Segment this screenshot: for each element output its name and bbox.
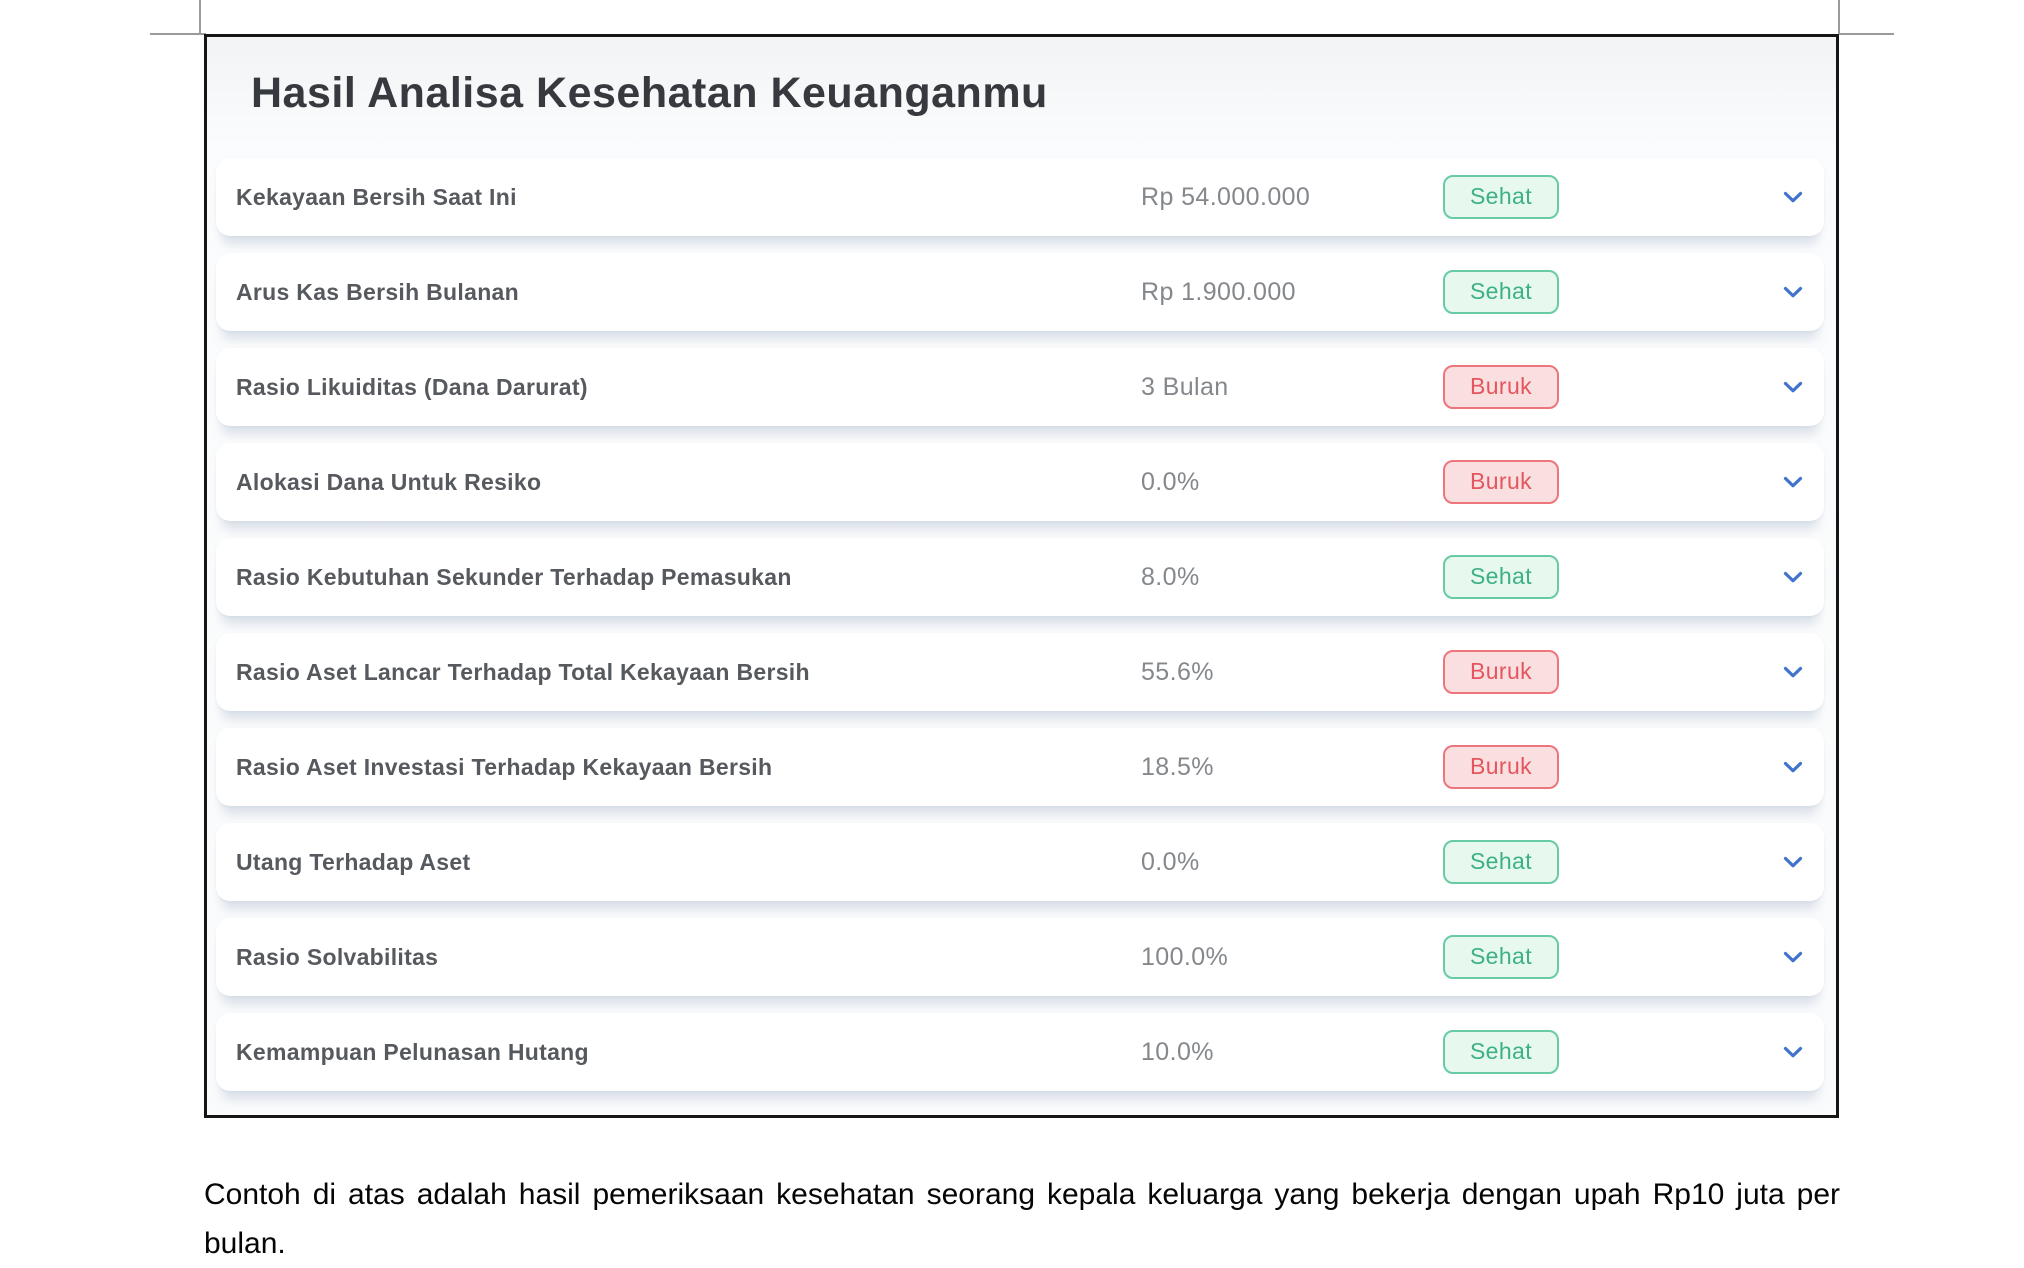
chevron-down-icon[interactable] xyxy=(1778,277,1808,307)
status-badge-cell xyxy=(1443,555,1668,599)
metric-value: 0.0% xyxy=(1141,847,1200,876)
chevron-down-icon[interactable] xyxy=(1778,372,1808,402)
metric-label: Rasio Aset Lancar Terhadap Total Kekayaan Bersih xyxy=(236,658,810,685)
metric-row[interactable] xyxy=(216,728,1824,806)
status-badge: Sehat xyxy=(1443,270,1559,314)
status-badge: Sehat xyxy=(1443,555,1559,599)
status-badge-cell xyxy=(1443,175,1668,219)
chevron-down-icon[interactable] xyxy=(1778,467,1808,497)
metric-row[interactable] xyxy=(216,823,1824,901)
status-badge: Buruk xyxy=(1443,460,1559,504)
financial-health-panel xyxy=(204,34,1839,1118)
chevron-down-icon[interactable] xyxy=(1778,752,1808,782)
status-badge-cell xyxy=(1443,1030,1668,1074)
metrics-list xyxy=(216,158,1824,1108)
grid-line-vertical-left xyxy=(199,0,201,34)
metric-label: Alokasi Dana Untuk Resiko xyxy=(236,468,542,495)
chevron-down-icon[interactable] xyxy=(1778,942,1808,972)
metric-value: 3 Bulan xyxy=(1141,372,1229,401)
grid-line-horizontal-right xyxy=(1838,33,1894,35)
status-badge: Sehat xyxy=(1443,1030,1559,1074)
status-badge: Sehat xyxy=(1443,840,1559,884)
metric-value: 8.0% xyxy=(1141,562,1200,591)
metric-row[interactable] xyxy=(216,253,1824,331)
chevron-down-icon[interactable] xyxy=(1778,847,1808,877)
chevron-down-icon[interactable] xyxy=(1778,1037,1808,1067)
metric-label: Arus Kas Bersih Bulanan xyxy=(236,278,519,305)
status-badge-cell xyxy=(1443,840,1668,884)
metric-value: 0.0% xyxy=(1141,467,1200,496)
chevron-down-icon[interactable] xyxy=(1778,657,1808,687)
status-badge: Buruk xyxy=(1443,745,1559,789)
status-badge-cell xyxy=(1443,650,1668,694)
metric-value: 100.0% xyxy=(1141,942,1229,971)
status-badge-cell xyxy=(1443,935,1668,979)
metric-value: 10.0% xyxy=(1141,1037,1214,1066)
metric-value: 18.5% xyxy=(1141,752,1214,781)
metric-row[interactable] xyxy=(216,1013,1824,1091)
chevron-down-icon[interactable] xyxy=(1778,182,1808,212)
metric-row[interactable] xyxy=(216,918,1824,996)
metric-row[interactable] xyxy=(216,538,1824,616)
metric-value: Rp 54.000.000 xyxy=(1141,182,1311,211)
metric-label: Rasio Kebutuhan Sekunder Terhadap Pemasukan xyxy=(236,563,792,590)
caption-text: Contoh di atas adalah hasil pemeriksaan kesehatan seorang kepala keluarga yang bekerja dengan upah Rp10 juta per bulan. xyxy=(204,1178,1840,1260)
metric-label: Kemampuan Pelunasan Hutang xyxy=(236,1038,589,1065)
status-badge: Sehat xyxy=(1443,935,1559,979)
metric-value: 55.6% xyxy=(1141,657,1214,686)
status-badge-cell xyxy=(1443,460,1668,504)
metric-row[interactable] xyxy=(216,348,1824,426)
status-badge: Buruk xyxy=(1443,365,1559,409)
metric-label: Utang Terhadap Aset xyxy=(236,848,471,875)
page-title: Hasil Analisa Kesehatan Keuanganmu xyxy=(251,69,1048,117)
metric-label: Kekayaan Bersih Saat Ini xyxy=(236,183,517,210)
grid-line-horizontal-left xyxy=(150,33,206,35)
status-badge-cell xyxy=(1443,365,1668,409)
status-badge: Buruk xyxy=(1443,650,1559,694)
metric-value: Rp 1.900.000 xyxy=(1141,277,1296,306)
status-badge: Sehat xyxy=(1443,175,1559,219)
status-badge-cell xyxy=(1443,745,1668,789)
grid-line-vertical-right xyxy=(1838,0,1840,34)
metric-label: Rasio Aset Investasi Terhadap Kekayaan Bersih xyxy=(236,753,773,780)
metric-label: Rasio Likuiditas (Dana Darurat) xyxy=(236,373,588,400)
metric-row[interactable] xyxy=(216,633,1824,711)
metric-label: Rasio Solvabilitas xyxy=(236,943,439,970)
metric-row[interactable] xyxy=(216,443,1824,521)
metric-row[interactable] xyxy=(216,158,1824,236)
status-badge-cell xyxy=(1443,270,1668,314)
chevron-down-icon[interactable] xyxy=(1778,562,1808,592)
